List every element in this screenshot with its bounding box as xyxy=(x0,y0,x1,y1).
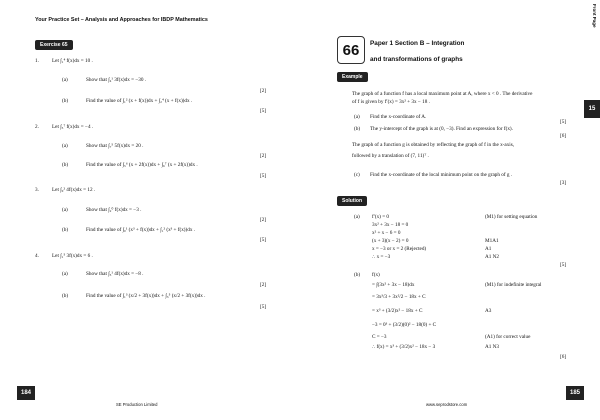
part-label: (a) xyxy=(62,271,68,277)
footer-left: SE Production Limited xyxy=(116,402,158,407)
marking-note: A1 N3 xyxy=(485,344,499,350)
solution-step: f(x) xyxy=(372,272,380,278)
solution-step: = ∫(3x² + 3x − 18)dx xyxy=(372,282,415,288)
marks: [2] xyxy=(260,88,267,94)
marks: [5] xyxy=(560,119,567,125)
part-label: (b) xyxy=(62,98,69,104)
solution-step: ∴ x = −3 xyxy=(372,254,391,260)
part-text: Find the x-coordinate of the local minimum point on the graph of g . xyxy=(370,172,513,178)
part-text: Show that ∫₅¹ 4f(x)dx = −8 . xyxy=(86,271,144,277)
solution-step: = 3x³/3 + 3x²/2 − 18x + C xyxy=(372,294,426,300)
marks: [5] xyxy=(260,237,267,243)
solution-step: 3x² + 3x − 18 = 0 xyxy=(372,222,409,228)
marking-note: A1 xyxy=(485,246,492,252)
solution-step: x² + x − 6 = 0 xyxy=(372,230,401,236)
part-text: Find the value of ∫₁² (x + f(x))dx + ∫₂⁴ (x + f(x))dx . xyxy=(86,98,193,104)
marks: [5] xyxy=(560,262,567,268)
page-number-left: 184 xyxy=(17,386,35,400)
intro-line: of f is given by f′(x) = 3x² + 3x − 18 . xyxy=(352,99,430,105)
intro-line: The graph of a function f has a local maximum point at A, where x < 0 . The derivative xyxy=(352,91,533,97)
part-label: (c) xyxy=(354,172,360,178)
question-stem: Let ∫₅⁷ f(x)dx = −4 . xyxy=(52,124,94,130)
chapter-tab[interactable]: 15 xyxy=(584,100,600,118)
example-badge: Example xyxy=(337,72,368,82)
marking-note: (M1) for setting equation xyxy=(485,214,538,220)
solution-step: C = −3 xyxy=(372,334,387,340)
section-title: Paper 1 Section B – Integration xyxy=(370,40,465,47)
marks: [3] xyxy=(560,180,567,186)
question-number: 4. xyxy=(35,253,39,259)
marks: [2] xyxy=(260,153,267,159)
part-text: Find the value of ∫₅⁶ (x + 2f(x))dx + ∫₆⁷ (x + 2f(x))dx . xyxy=(86,162,198,168)
marks: [5] xyxy=(260,108,267,114)
question-number: 2. xyxy=(35,124,39,130)
part-label: (b) xyxy=(62,162,69,168)
solution-step: −3 = 0³ + (3/2)(0)² − 18(0) + C xyxy=(372,322,437,328)
question-number: 1. xyxy=(35,58,39,64)
marks: [2] xyxy=(260,217,267,223)
part-label: (b) xyxy=(62,227,69,233)
marks: [6] xyxy=(560,133,567,139)
part-text: Find the value of ∫₀¹ (x³ + f(x))dx + ∫₁² (x³ + f(x))dx . xyxy=(86,227,196,233)
part-label: (b) xyxy=(354,126,361,132)
marks: [5] xyxy=(260,304,267,310)
page-number-right: 185 xyxy=(566,386,584,400)
question-number: 3. xyxy=(35,187,39,193)
part-text: Show that ∫₇⁵ 5f(x)dx = 20 . xyxy=(86,143,144,149)
front-page-label: Front Page xyxy=(592,4,597,28)
marks: [6] xyxy=(560,354,567,360)
question-stem: Let ∫₁⁵ 3f(x)dx = 6 . xyxy=(52,253,93,259)
mid-line: followed by a translation of (7, 11)ᵀ . xyxy=(352,153,429,159)
solution-step: f′(x) = 0 xyxy=(372,214,390,220)
solution-badge: Solution xyxy=(337,196,367,206)
footer-right: www.seprodstore.com xyxy=(426,402,468,407)
part-label: (a) xyxy=(62,77,68,83)
solution-step: x = −3 or x = 2 (Rejected) xyxy=(372,246,427,252)
section-subtitle: and transformations of graphs xyxy=(370,56,463,63)
part-text: Find the x-coordinate of A. xyxy=(370,114,427,120)
mid-line: The graph of a function g is obtained by reflecting the graph of f in the x-axis, xyxy=(352,142,515,148)
question-stem: Let ∫₀² 4f(x)dx = 12 . xyxy=(52,187,96,193)
part-text: Show that ∫₂⁰ f(x)dx = −3 . xyxy=(86,207,142,213)
marks: [5] xyxy=(260,173,267,179)
header-title: Your Practice Set – Analysis and Approaches for IBDP Mathematics xyxy=(35,17,208,23)
marks: [2] xyxy=(260,282,267,288)
part-label: (a) xyxy=(62,143,68,149)
marking-note: M1A1 xyxy=(485,238,499,244)
marking-note: (M1) for indefinite integral xyxy=(485,282,542,288)
part-text: The y-intercept of the graph is at (0, −3). Find an expression for f(x). xyxy=(370,126,513,132)
part-label: (a) xyxy=(354,114,360,120)
marking-note: A1 N2 xyxy=(485,254,499,260)
solution-part-label: (a) xyxy=(354,214,360,220)
solution-step: (x + 3)(x − 2) = 0 xyxy=(372,238,409,244)
solution-part-label: (b) xyxy=(354,272,361,278)
question-stem: Let ∫₁⁴ f(x)dx = 10 . xyxy=(52,58,93,64)
marking-note: (A1) for correct value xyxy=(485,334,531,340)
part-label: (a) xyxy=(62,207,68,213)
marking-note: A3 xyxy=(485,308,492,314)
chapter-number: 66 xyxy=(337,36,365,64)
solution-step: ∴ f(x) = x³ + (3/2)x² − 18x − 3 xyxy=(372,344,436,350)
part-text: Show that ∫₄¹ 3f(x)dx = −30 . xyxy=(86,77,147,83)
part-label: (b) xyxy=(62,293,69,299)
solution-step: = x³ + (3/2)x² − 18x + C xyxy=(372,308,423,314)
exercise-badge: Exercise 65 xyxy=(35,40,73,50)
part-text: Find the value of ∫₁³ (x/2 + 3f(x))dx + ∫₃⁵ (x/2 + 3f(x))dx . xyxy=(86,293,206,299)
